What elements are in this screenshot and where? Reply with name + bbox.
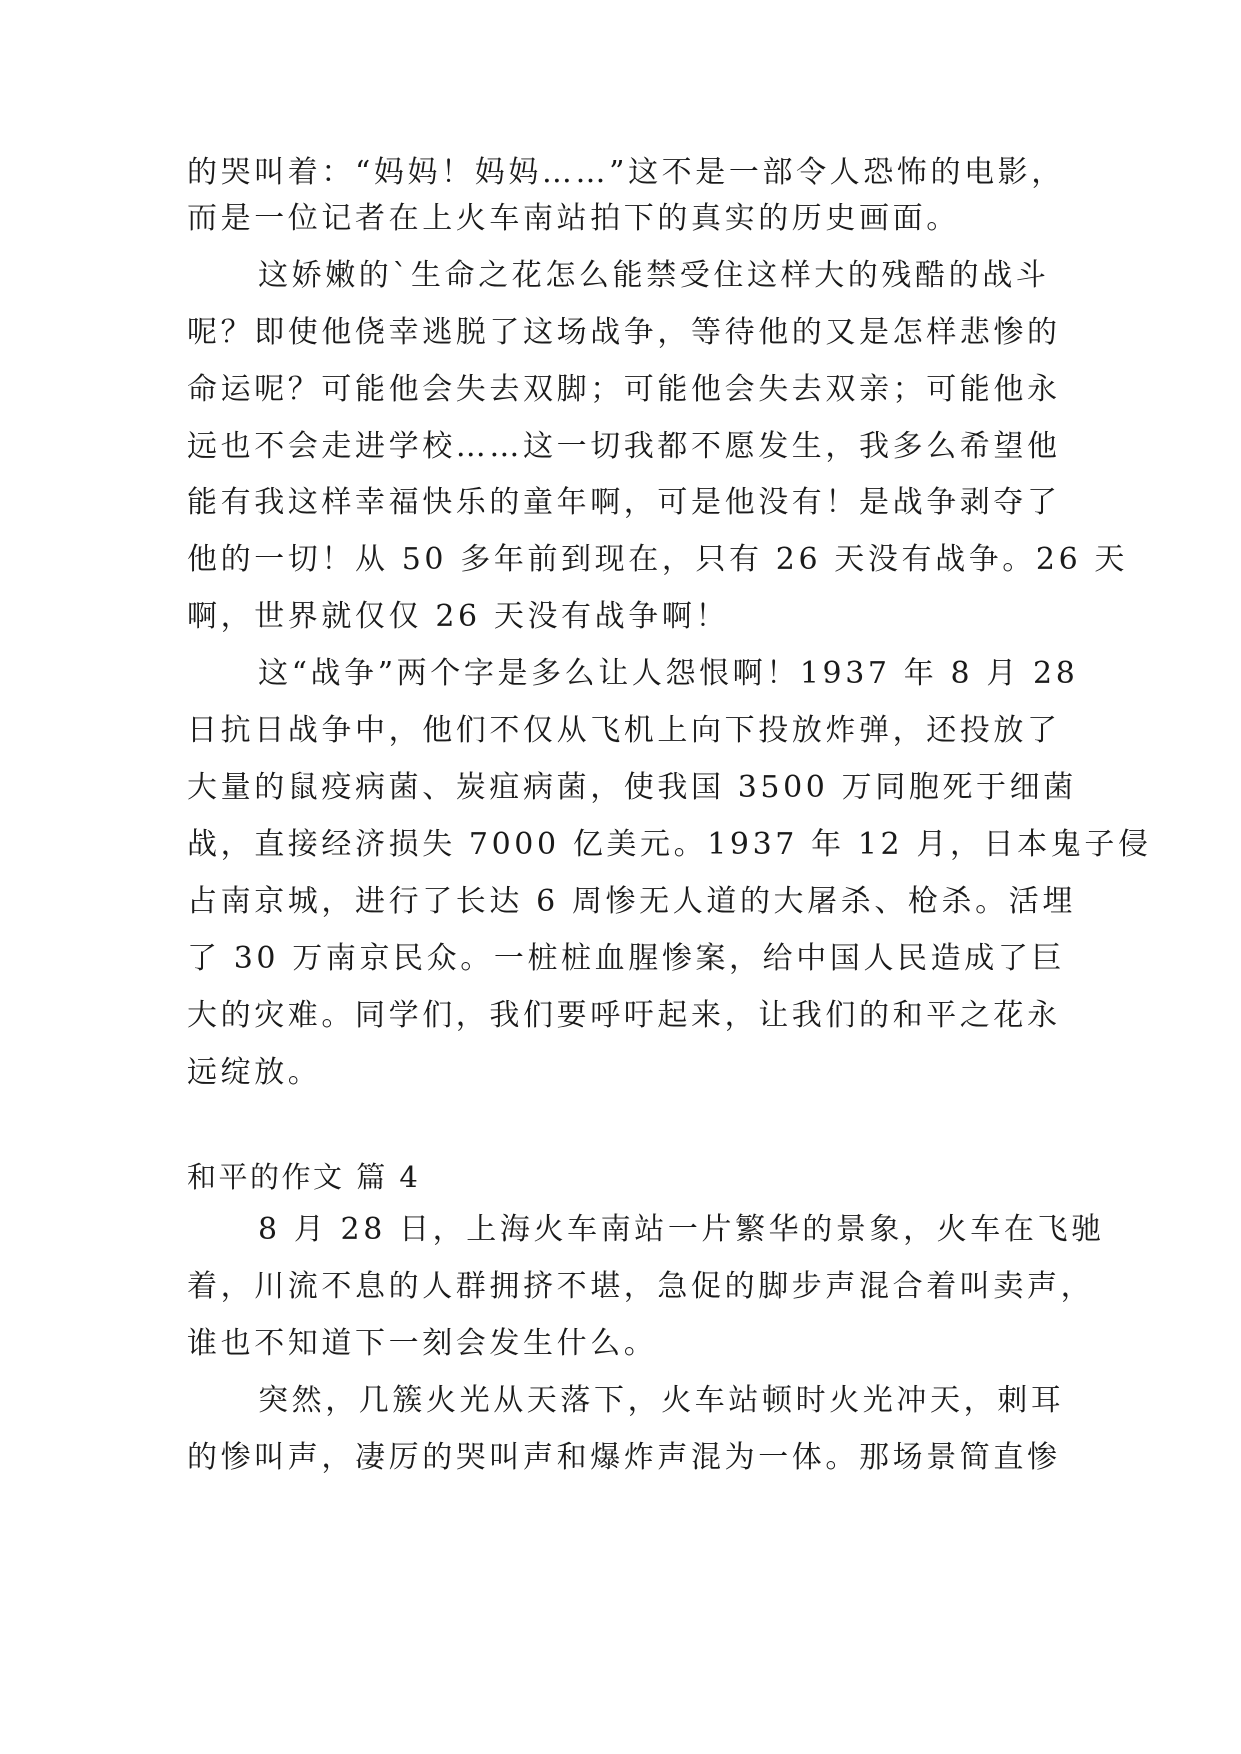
paragraph-line: 谁也不知道下一刻会发生什么。 [187, 1326, 658, 1361]
paragraph-line: 这娇嫩的`生命之花怎么能禁受住这样大的残酷的战斗 [258, 258, 1050, 293]
paragraph-line: 着，川流不息的人群拥挤不堪，急促的脚步声混合着叫卖声， [187, 1269, 1095, 1304]
paragraph-line: 啊，世界就仅仅 26 天没有战争啊！ [187, 599, 730, 634]
paragraph-line: 战，直接经济损失 7000 亿美元。1937 年 12 月，日本鬼子侵 [187, 827, 1152, 862]
section-heading: 和平的作文 篇 4 [187, 1160, 421, 1194]
paragraph-line: 远绽放。 [187, 1055, 322, 1090]
paragraph-line: 的惨叫声，凄厉的哭叫声和爆炸声混为一体。那场景简直惨 [187, 1440, 1061, 1475]
paragraph-line: 大的灾难。同学们，我们要呼吁起来，让我们的和平之花永 [187, 998, 1061, 1033]
paragraph-line: 这“战争”两个字是多么让人怨恨啊！1937 年 8 月 28 [258, 656, 1079, 691]
paragraph-line: 而是一位记者在上火车南站拍下的真实的历史画面。 [187, 201, 960, 236]
paragraph-line: 呢？即使他侥幸逃脱了这场战争，等待他的又是怎样悲惨的 [187, 315, 1061, 350]
paragraph-line: 占南京城，进行了长达 6 周惨无人道的大屠杀、枪杀。活埋 [187, 884, 1076, 919]
paragraph-line: 他的一切！从 50 多年前到现在，只有 26 天没有战争。26 天 [187, 542, 1129, 577]
paragraph-line: 了 30 万南京民众。一桩桩血腥惨案，给中国人民造成了巨 [187, 941, 1066, 976]
paragraph-line: 日抗日战争中，他们不仅从飞机上向下投放炸弹，还投放了 [187, 713, 1061, 748]
paragraph-line: 命运呢？可能他会失去双脚；可能他会失去双亲；可能他永 [187, 372, 1061, 407]
paragraph-line: 突然，几簇火光从天落下，火车站顿时火光冲天，刺耳 [258, 1383, 1065, 1418]
paragraph-line: 能有我这样幸福快乐的童年啊，可是他没有！是战争剥夺了 [187, 485, 1061, 520]
paragraph-line: 8 月 28 日，上海火车南站一片繁华的景象，火车在飞驰 [258, 1212, 1105, 1247]
paragraph-line: 大量的鼠疫病菌、炭疽病菌，使我国 3500 万同胞死于细菌 [187, 770, 1077, 805]
paragraph-line: 远也不会走进学校……这一切我都不愿发生，我多么希望他 [187, 429, 1061, 464]
paragraph-line: 的哭叫着：“妈妈！妈妈……”这不是一部令人恐怖的电影， [187, 155, 1065, 190]
